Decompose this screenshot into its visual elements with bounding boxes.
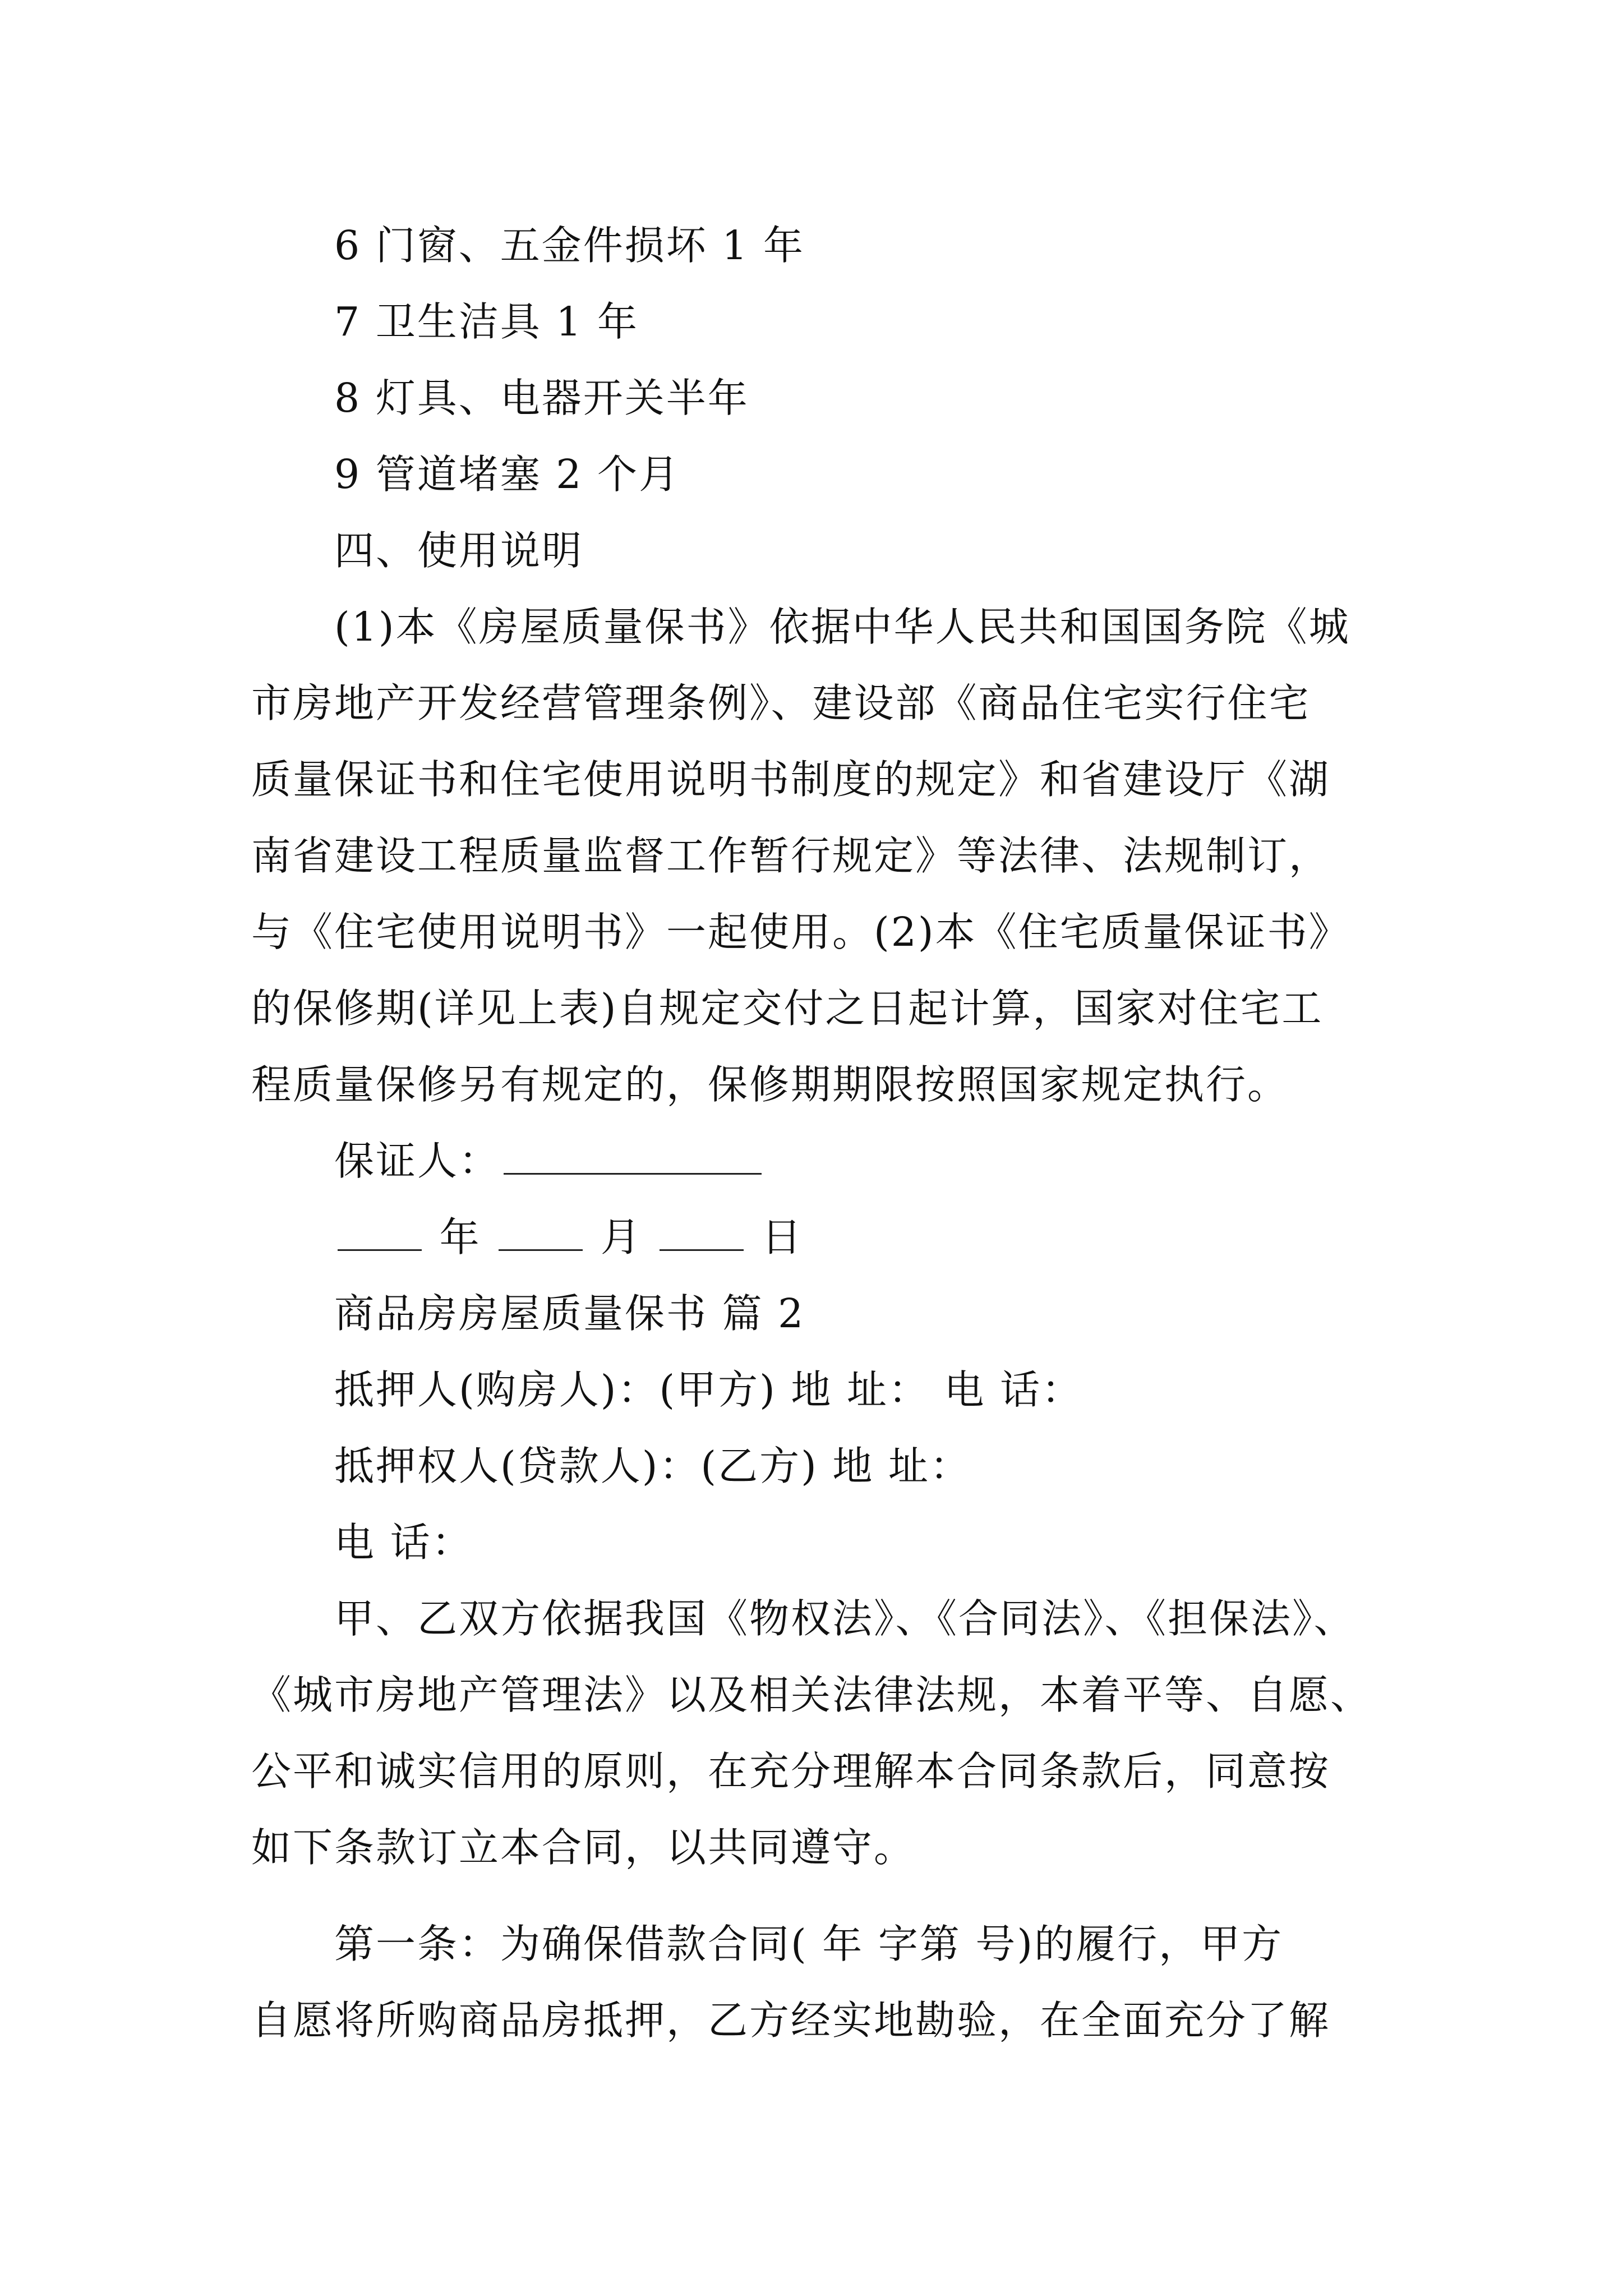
phone-line: 电 话：: [334, 1519, 473, 1566]
warranty-item-sanitary: 7 卫生洁具 1 年: [334, 298, 639, 345]
warranty-item-pipes: 9 管道堵塞 2 个月: [334, 451, 681, 498]
usage-paragraph-line: 市房地产开发经营管理条例》、建设部《商品住宅实行住宅: [251, 680, 1311, 726]
usage-paragraph-line: 南省建设工程质量监督工作暂行规定》等法律、法规制订，: [251, 832, 1331, 879]
article-one-line: 自愿将所购商品房抵押，乙方经实地勘验，在全面充分了解: [251, 1997, 1331, 2044]
usage-paragraph-line: 程质量保修另有规定的，保修期期限按照国家规定执行。: [251, 1061, 1289, 1108]
guarantor-label: 保证人：: [334, 1138, 501, 1184]
usage-paragraph-line: (1)本《房屋质量保书》依据中华人民共和国国务院《城: [334, 604, 1350, 650]
guarantor-blank: [504, 1139, 762, 1175]
paragraph-gap: [251, 1886, 1390, 1906]
usage-paragraph-line: 质量保证书和住宅使用说明书制度的规定》和省建设厅《湖: [251, 756, 1331, 803]
document-body: [251, 208, 1390, 2059]
warranty-item-lighting: 8 灯具、电器开关半年: [334, 375, 749, 421]
mortgagor-line: 抵押人(购房人)：(甲方) 地 址： 电 话：: [334, 1366, 1083, 1413]
usage-paragraph-line: 与《住宅使用说明书》一起使用。(2)本《住宅质量保证书》: [251, 909, 1350, 955]
mortgagee-line: 抵押权人(贷款人)：(乙方) 地 址：: [334, 1443, 971, 1489]
year-label: 年: [439, 1214, 481, 1260]
agreement-paragraph-line: 《城市房地产管理法》以及相关法律法规，本着平等、自愿、: [251, 1672, 1372, 1718]
date-line: [251, 1199, 1390, 1276]
day-label: 日: [761, 1214, 803, 1260]
month-blank: [499, 1216, 583, 1251]
agreement-paragraph-line: 如下条款订立本合同，以共同遵守。: [251, 1824, 916, 1871]
agreement-paragraph-line: 公平和诚实信用的原则，在充分理解本合同条款后，同意按: [251, 1748, 1331, 1795]
section-heading-usage: 四、使用说明: [334, 527, 584, 574]
guarantor-line: [251, 1123, 1390, 1199]
section-title-part2: 商品房房屋质量保书 篇 2: [334, 1290, 805, 1337]
month-label: 月: [600, 1214, 642, 1260]
day-blank: [660, 1216, 744, 1251]
warranty-item-doors: 6 门窗、五金件损坏 1 年: [334, 222, 805, 269]
year-blank: [338, 1216, 422, 1251]
agreement-paragraph-line: 甲、乙双方依据我国《物权法》、《合同法》、《担保法》、: [334, 1595, 1355, 1642]
usage-paragraph-line: 的保修期(详见上表)自规定交付之日起计算，国家对住宅工: [251, 985, 1324, 1032]
article-one-line: 第一条：为确保借款合同( 年 字第 号)的履行，甲方: [334, 1921, 1284, 1967]
